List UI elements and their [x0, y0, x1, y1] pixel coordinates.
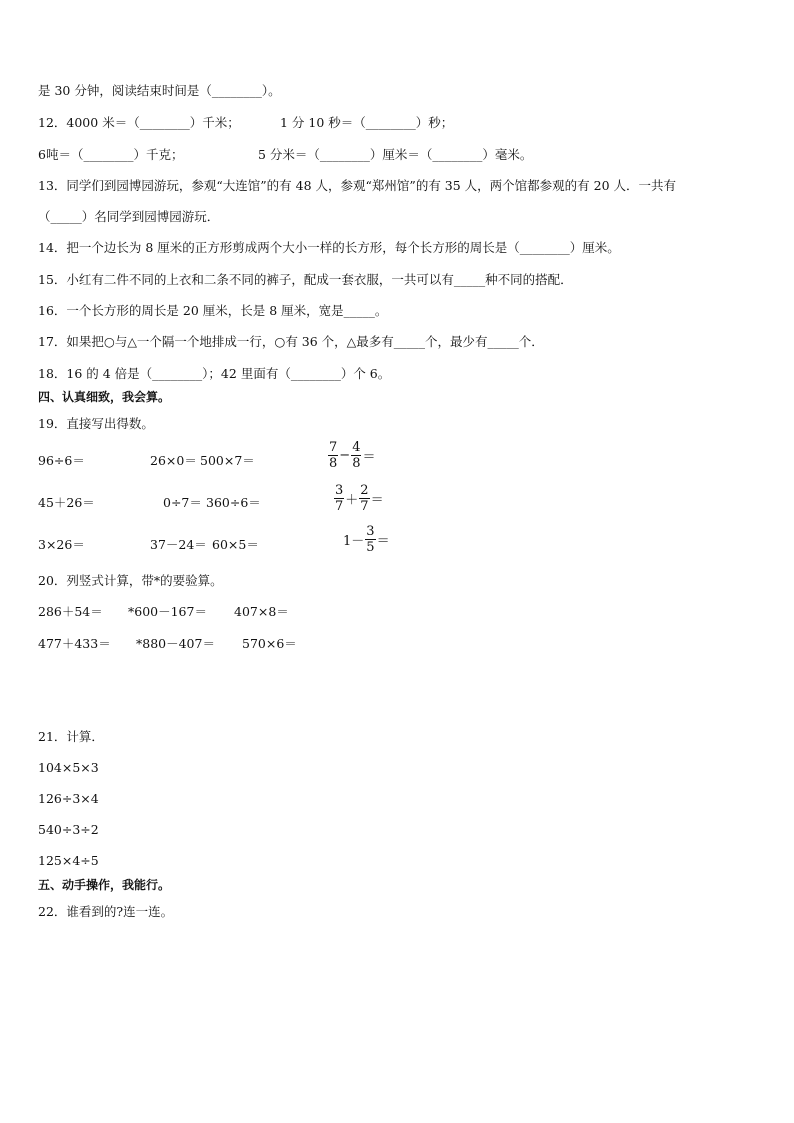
q12-line-1b: 1 分 10 秒＝（________）秒； [280, 115, 454, 130]
operator: ＋ [345, 493, 359, 508]
section-5-heading: 五、动手操作，我能行。 [38, 878, 171, 892]
q17: 17．如果把○与△一个隔一个地排成一行，○有 36 个，△最多有_____个，最少有_____个． [38, 334, 544, 349]
denominator: 7 [335, 499, 344, 514]
numerator: 2 [360, 483, 369, 498]
vertical-calc-item: 286＋54＝ [38, 604, 103, 619]
fraction [351, 440, 361, 471]
calc-item: 45＋26＝ [38, 495, 95, 510]
q15: 15．小红有二件不同的上衣和二条不同的裤子，配成一套衣服，一共可以有_____种不同的搭配． [38, 272, 573, 287]
q19-title: 19．直接写出得数。 [38, 416, 154, 431]
fraction [359, 483, 369, 514]
numerator: 3 [366, 524, 375, 539]
q13-line-1: 13．同学们到园博园游玩，参观“大连馆”的有 48 人，参观“郑州馆”的有 35 人，两个馆都参观的有 20 人．一共有 [38, 178, 677, 193]
fraction-expression-3 [342, 524, 391, 555]
q12-line-2a: 6吨＝（________）千克； [38, 147, 184, 162]
denominator: 7 [360, 499, 369, 514]
q20-title: 20．列竖式计算，带*的要验算。 [38, 573, 223, 588]
calc-item: 96÷6＝ [38, 453, 85, 468]
fraction-expression-2 [334, 483, 385, 514]
leading-term: 1－ [343, 534, 365, 549]
q21-title: 21．计算． [38, 729, 104, 744]
expression-item: 540÷3÷2 [38, 822, 99, 837]
fraction-expression-1 [328, 440, 376, 471]
q14: 14．把一个边长为 8 厘米的正方形剪成两个大小一样的长方形，每个长方形的周长是（________）厘米。 [38, 240, 620, 255]
calc-item: 60×5＝ [212, 537, 259, 552]
vertical-calc-item: *600－167＝ [128, 604, 207, 619]
calc-item: 26×0＝ [150, 453, 197, 468]
numerator: 4 [352, 440, 361, 455]
denominator: 8 [352, 456, 361, 471]
numerator: 7 [329, 440, 338, 455]
vertical-calc-item: 570×6＝ [242, 636, 297, 651]
equals-sign: ＝ [370, 493, 384, 508]
q11-continuation: 是 30 分钟，阅读结束时间是（________）。 [38, 83, 281, 98]
expression-item: 104×5×3 [38, 760, 99, 775]
operator: − [339, 448, 351, 463]
calc-item: 0÷7＝ [163, 495, 202, 510]
q12-line-2b: 5 分米＝（________）厘米＝（________）毫米。 [258, 147, 533, 162]
calc-item: 3×26＝ [38, 537, 85, 552]
denominator: 8 [329, 456, 338, 471]
numerator: 3 [335, 483, 344, 498]
q16: 16．一个长方形的周长是 20 厘米，长是 8 厘米，宽是_____。 [38, 303, 388, 318]
equals-sign: ＝ [362, 450, 376, 465]
section-4-heading: 四、认真细致，我会算。 [38, 390, 171, 404]
fraction [328, 440, 338, 471]
expression-item: 126÷3×4 [38, 791, 99, 806]
expression-item: 125×4÷5 [38, 853, 99, 868]
q18: 18．16 的 4 倍是（________）；42 里面有（________）个 6。 [38, 366, 391, 381]
vertical-calc-item: *880－407＝ [136, 636, 215, 651]
q12-line-1a: 12．4000 米＝（________）千米； [38, 115, 240, 130]
calc-item: 360÷6＝ [206, 495, 261, 510]
vertical-calc-item: 477＋433＝ [38, 636, 111, 651]
equals-sign: ＝ [376, 534, 390, 549]
vertical-calc-item: 407×8＝ [234, 604, 289, 619]
calc-item: 37－24＝ [150, 537, 207, 552]
fraction [334, 483, 344, 514]
q22-title: 22．谁看到的?连一连。 [38, 904, 174, 919]
denominator: 5 [366, 540, 375, 555]
fraction [365, 524, 375, 555]
calc-item: 500×7＝ [200, 453, 255, 468]
q13-line-2: （_____）名同学到园博园游玩． [38, 209, 220, 224]
